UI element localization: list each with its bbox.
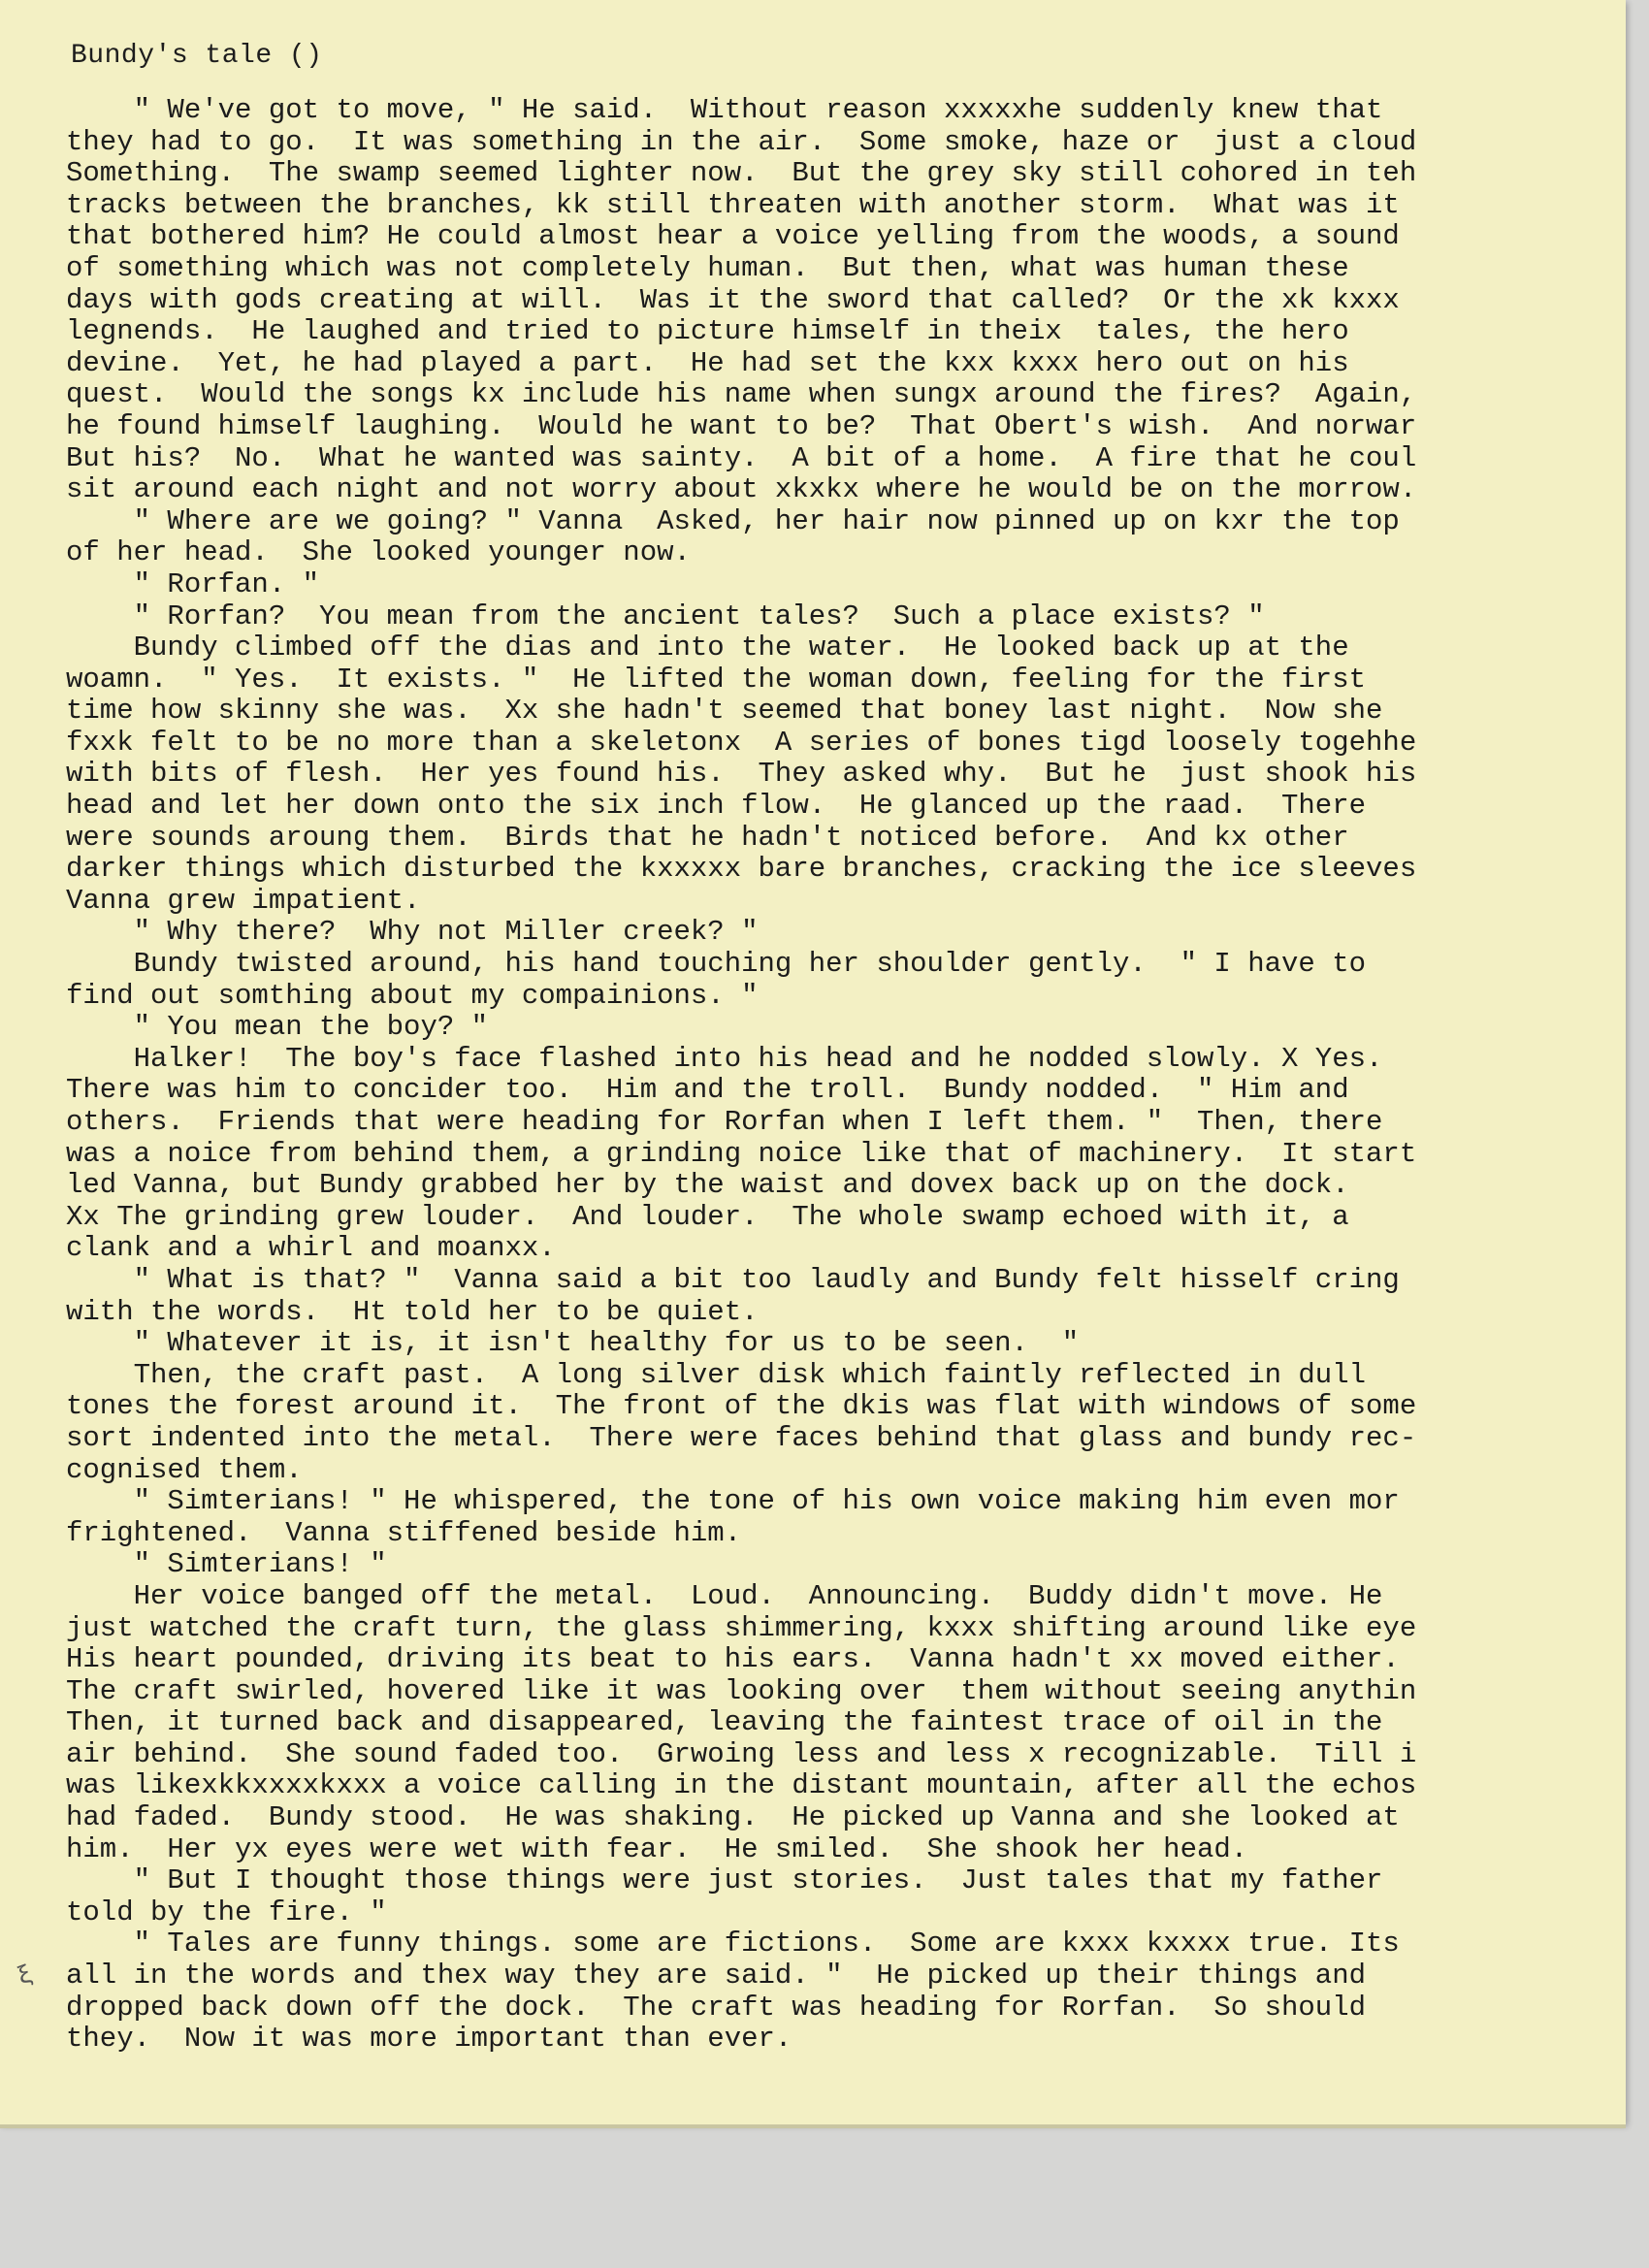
text-line: sort indented into the metal. There were faces behind that glass and bundy rec- xyxy=(66,1421,1417,1454)
text-line: clank and a whirl and moanxx. xyxy=(66,1232,556,1265)
text-line: Then, it turned back and disappeared, leaving the faintest trace of oil in the xyxy=(66,1706,1383,1739)
text-line: of something which was not completely human. But then, what was human these xyxy=(66,251,1349,284)
text-line: quest. Would the songs kx include his name when sungx around the fires? Again, xyxy=(66,378,1417,411)
text-line: His heart pounded, driving its beat to his ears. Vanna hadn't xx moved either. xyxy=(66,1643,1400,1676)
text-line: he found himself laughing. Would he want to be? That Obert's wish. And norwar xyxy=(66,409,1417,442)
text-line: Bundy twisted around, his hand touching her shoulder gently. " I have to xyxy=(66,948,1367,981)
text-line: Then, the craft past. A long silver disk which faintly reflected in dull xyxy=(66,1358,1367,1391)
text-line: sit around each night and not worry about xkxkx where he would be on the morrow. xyxy=(66,473,1417,506)
text-line: " You mean the boy? " xyxy=(66,1011,489,1044)
text-line: " Simterians! " xyxy=(66,1548,387,1581)
text-line: " Whatever it is, it isn't healthy for us to be seen. " xyxy=(66,1327,1080,1360)
text-line: led Vanna, but Bundy grabbed her by the waist and dovex back up on the dock. xyxy=(66,1169,1349,1202)
text-line: darker things which disturbed the kxxxxx bare branches, cracking the ice sleeves xyxy=(66,853,1417,886)
text-line: " Simterians! " He whispered, the tone of his own voice making him even mor xyxy=(66,1485,1400,1518)
text-line: dropped back down off the dock. The craft was heading for Rorfan. So should xyxy=(66,1991,1367,2024)
text-line: that bothered him? He could almost hear a voice yelling from the woods, a sound xyxy=(66,220,1400,253)
text-line: they had to go. It was something in the air. Some smoke, haze or just a cloud xyxy=(66,125,1417,158)
text-line: had faded. Bundy stood. He was shaking. He picked up Vanna and she looked at xyxy=(66,1801,1400,1834)
text-line: him. Her yx eyes were wet with fear. He smiled. She shook her head. xyxy=(66,1832,1248,1865)
paper-edge xyxy=(0,2124,1626,2128)
text-line: head and let her down onto the six inch flow. He glanced up the raad. There xyxy=(66,790,1367,823)
text-line: But his? No. What he wanted was sainty. A bit of a home. A fire that he coul xyxy=(66,441,1417,474)
text-line: cognised them. xyxy=(66,1453,303,1486)
text-line: they. Now it was more important than ever. xyxy=(66,2023,792,2056)
text-line: devine. Yet, he had played a part. He had set the kxx kxxx hero out on his xyxy=(66,346,1349,379)
text-line: " But I thought those things were just stories. Just tales that my father xyxy=(66,1864,1383,1897)
text-line: The craft swirled, hovered like it was looking over them without seeing anythin xyxy=(66,1674,1417,1707)
text-line: fxxk felt to be no more than a skeletonx A series of bones tigd loosely togehhe xyxy=(66,726,1417,759)
text-line: told by the fire. " xyxy=(66,1895,387,1928)
text-line: find out somthing about my compainions. " xyxy=(66,979,759,1012)
text-line: Vanna grew impatient. xyxy=(66,884,421,917)
text-line: " Rorfan. " xyxy=(66,567,320,600)
text-line: air behind. She sound faded too. Grwoing less and less x recognizable. Till i xyxy=(66,1737,1417,1770)
text-line: of her head. She looked younger now. xyxy=(66,536,691,569)
text-line: woamn. " Yes. It exists. " He lifted the woman down, feeling for the first xyxy=(66,663,1367,696)
text-line: others. Friends that were heading for Rorfan when I left them. " Then, there xyxy=(66,1106,1383,1138)
text-line: tracks between the branches, kk still threaten with another storm. What was it xyxy=(66,188,1400,221)
text-line: " Where are we going? " Vanna Asked, her hair now pinned up on kxr the top xyxy=(66,504,1400,537)
text-line: were sounds aroung them. Birds that he hadn't noticed before. And kx other xyxy=(66,821,1349,854)
story-body xyxy=(66,95,1618,2056)
text-line: with bits of flesh. Her yes found his. They asked why. But he just shook his xyxy=(66,758,1417,791)
text-line: There was him to concider too. Him and the troll. Bundy nodded. " Him and xyxy=(66,1074,1349,1107)
text-line: all in the words and thex way they are said. " He picked up their things and xyxy=(66,1960,1367,1993)
text-line: Something. The swamp seemed lighter now. But the grey sky still cohored in teh xyxy=(66,157,1417,190)
text-line: tones the forest around it. The front of the dkis was flat with windows of some xyxy=(66,1390,1417,1423)
text-line: " Tales are funny things. some are fictions. Some are kxxx kxxxx true. Its xyxy=(66,1928,1400,1960)
text-line: was likexkkxxxxkxxx a voice calling in the distant mountain, after all the echos xyxy=(66,1769,1417,1802)
text-line: legnends. He laughed and tried to picture himself in theix tales, the hero xyxy=(66,315,1349,348)
text-line: Xx The grinding grew louder. And louder. The whole swamp echoed with it, a xyxy=(66,1200,1349,1233)
text-line: Her voice banged off the metal. Loud. Announcing. Buddy didn't move. He xyxy=(66,1579,1383,1612)
margin-pencil-mark: ξ xyxy=(13,1960,38,1993)
text-line: " What is that? " Vanna said a bit too laudly and Bundy felt hisself cring xyxy=(66,1263,1400,1296)
text-line: was a noice from behind them, a grinding noice like that of machinery. It start xyxy=(66,1137,1417,1170)
text-line: " Why there? Why not Miller creek? " xyxy=(66,916,759,949)
text-line: frightened. Vanna stiffened beside him. xyxy=(66,1516,742,1549)
text-line: just watched the craft turn, the glass shimmering, kxxx shifting around like eye xyxy=(66,1611,1417,1644)
page-header: Bundy's tale () xyxy=(71,41,323,71)
text-line: " Rorfan? You mean from the ancient tales? Such a place exists? " xyxy=(66,599,1265,632)
text-line: with the words. Ht told her to be quiet. xyxy=(66,1295,759,1328)
text-line: time how skinny she was. Xx she hadn't seemed that boney last night. Now she xyxy=(66,695,1383,728)
text-line: " We've got to move, " He said. Without reason xxxxxhe suddenly knew that xyxy=(66,94,1383,126)
text-line: Bundy climbed off the dias and into the water. He looked back up at the xyxy=(66,632,1349,664)
text-line: days with gods creating at will. Was it the sword that called? Or the xk kxxx xyxy=(66,283,1400,316)
text-line: Halker! The boy's face flashed into his head and he nodded slowly. X Yes. xyxy=(66,1042,1383,1075)
